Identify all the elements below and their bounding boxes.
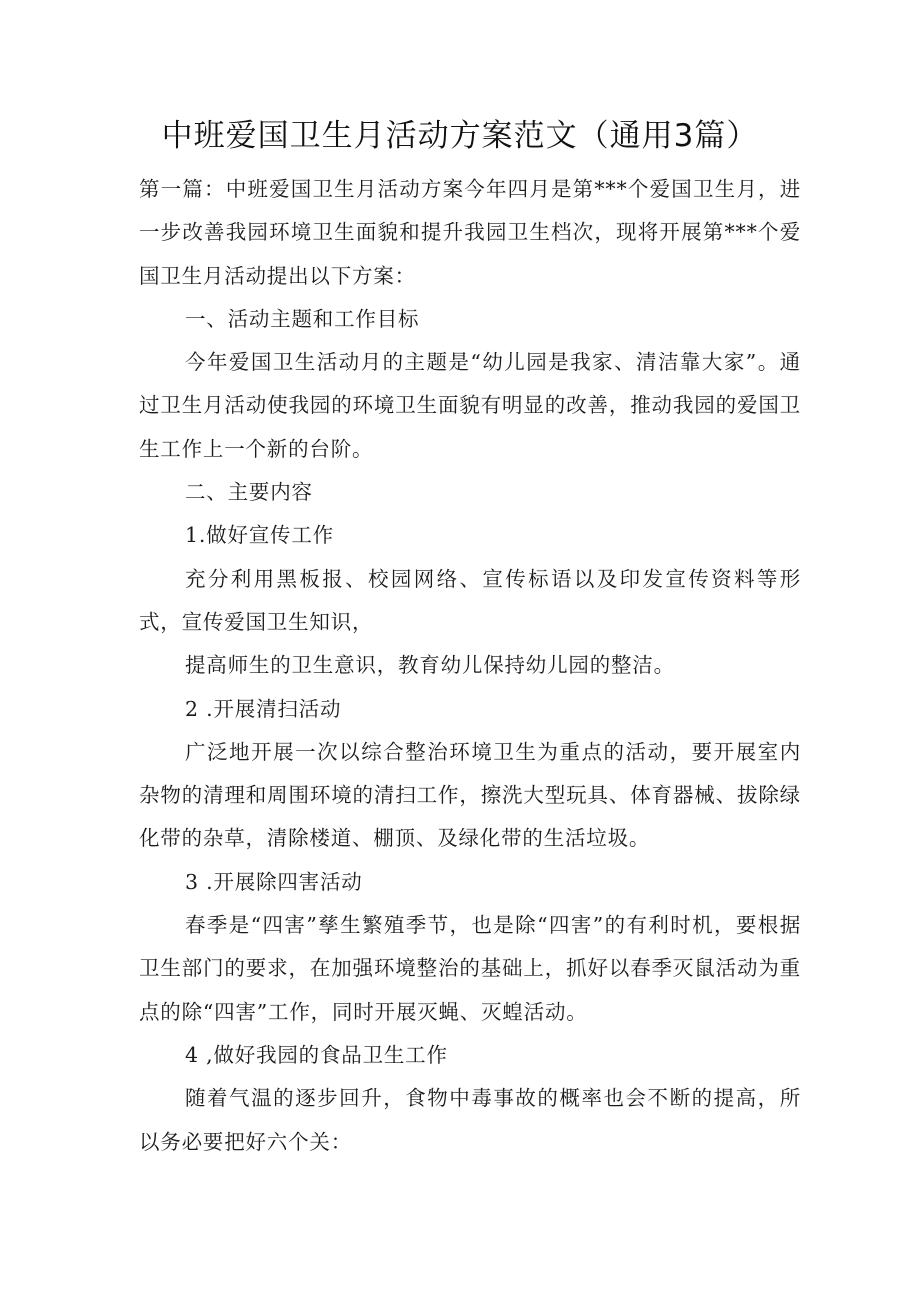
- paragraph: 提高师生的卫生意识，教育幼儿保持幼儿园的整洁。: [185, 653, 675, 678]
- document-body: [139, 168, 801, 1164]
- paragraph: 第一篇：中班爱国卫生月活动方案今年四月是第***个爱国卫生月，进一步改善我园环境卫生面貌和提升我园卫生档次，现将开展第***个爱国卫生月活动提出以下方案：: [139, 177, 801, 288]
- paragraph: 二、主要内容: [185, 480, 313, 505]
- paragraph: 今年爱国卫生活动月的主题是“幼儿园是我家、清洁靠大家”。通过卫生月活动使我园的环境卫生面貌有明显的改善，推动我园的爱国卫生工作上一个新的台阶。: [139, 350, 801, 461]
- paragraph: 4 ,做好我园的食品卫生工作: [185, 1042, 448, 1067]
- paragraph: 春季是“四害”孳生繁殖季节，也是除“四害”的有利时机，要根据卫生部门的要求，在加强环境整治的基础上，抓好以春季灭鼠活动为重点的除“四害”工作，同时开展灭蝇、灭蝗活动。: [139, 913, 801, 1024]
- paragraph: 充分利用黑板报、校园网络、宣传标语以及印发宣传资料等形式，宣传爱国卫生知识，: [139, 566, 801, 634]
- paragraph: 1.做好宣传工作: [185, 523, 334, 548]
- paragraph: 随着气温的逐步回升，食物中毒事故的概率也会不断的提高，所以务必要把好六个关：: [139, 1086, 801, 1154]
- paragraph: 广泛地开展一次以综合整治环境卫生为重点的活动，要开展室内杂物的清理和周围环境的清扫工作，擦洗大型玩具、体育器械、拔除绿化带的杂草，清除楼道、棚顶、及绿化带的生活垃圾。: [139, 739, 801, 851]
- paragraph: 3 .开展除四害活动: [185, 869, 363, 894]
- document-title: 中班爱国卫生月活动方案范文（通用3篇）: [161, 118, 759, 154]
- paragraph: 一、活动主题和工作目标: [185, 306, 420, 331]
- paragraph: 2 .开展清扫活动: [185, 696, 342, 721]
